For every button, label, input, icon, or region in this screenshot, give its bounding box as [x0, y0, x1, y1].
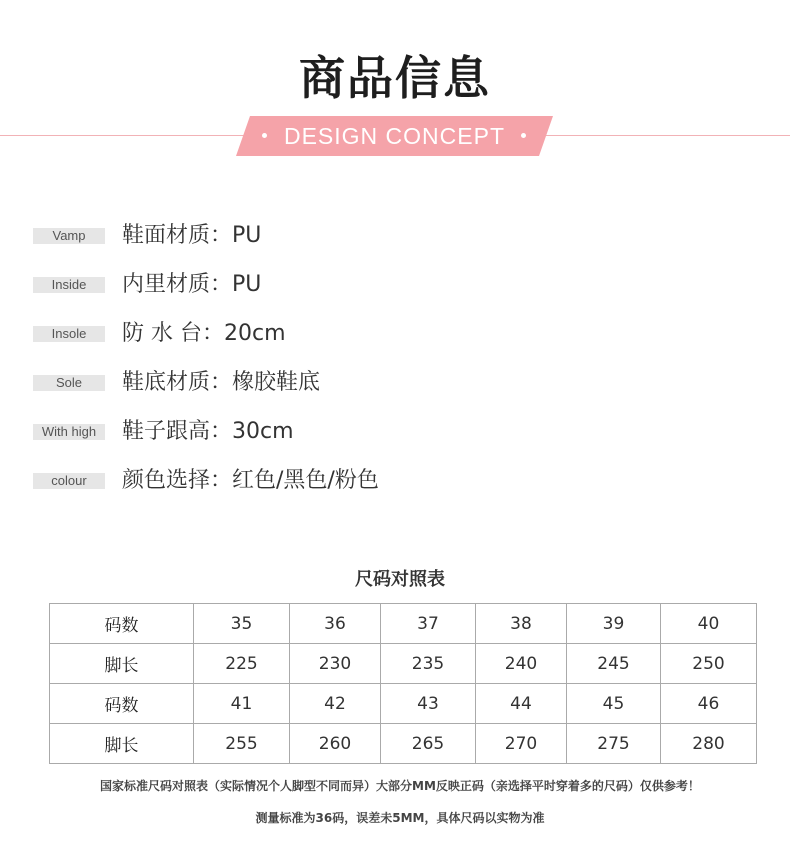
table-cell: 38	[476, 604, 567, 644]
size-table-title: 尺码对照表	[355, 569, 445, 590]
table-cell: 255	[194, 724, 290, 764]
table-cell: 230	[290, 644, 381, 684]
spec-tag: Vamp	[33, 228, 105, 244]
spec-tag: Insole	[33, 326, 105, 342]
spec-tag: colour	[33, 473, 105, 489]
size-note-2: 测量标准为36码，误差未5MM，具体尺码以实物为准	[255, 811, 545, 825]
spec-row-insole	[33, 316, 533, 352]
banner-text: DESIGN CONCEPT	[283, 123, 506, 149]
table-cell: 225	[194, 644, 290, 684]
spec-text: 鞋子跟高：30cm	[122, 419, 294, 444]
table-cell: 36	[290, 604, 381, 644]
table-row	[50, 684, 757, 724]
table-row-label: 脚长	[50, 644, 194, 684]
spec-text: 颜色选择：红色/黑色/粉色	[122, 468, 379, 493]
table-cell: 45	[567, 684, 661, 724]
table-cell: 270	[476, 724, 567, 764]
table-cell: 260	[290, 724, 381, 764]
spec-text: 鞋底材质：橡胶鞋底	[122, 370, 321, 395]
spec-row-vamp	[33, 218, 533, 254]
table-cell: 37	[381, 604, 476, 644]
spec-row-sole	[33, 365, 533, 401]
table-cell: 35	[194, 604, 290, 644]
table-cell: 250	[661, 644, 757, 684]
spec-tag: Inside	[33, 277, 105, 293]
size-note-1: 国家标准尺码对照表（实际情况个人脚型不同而异）大部分MM反映正码（亲选择平时穿着多的尺码）仅供参考！	[100, 779, 700, 793]
table-cell: 245	[567, 644, 661, 684]
table-cell: 275	[567, 724, 661, 764]
spec-text: 防 水 台：20cm	[122, 321, 286, 346]
table-cell: 240	[476, 644, 567, 684]
spec-row-with-high	[33, 414, 533, 450]
table-cell: 44	[476, 684, 567, 724]
spec-tag: Sole	[33, 375, 105, 391]
table-cell: 280	[661, 724, 757, 764]
table-cell: 42	[290, 684, 381, 724]
spec-row-colour	[33, 463, 533, 499]
table-row	[50, 644, 757, 684]
table-cell: 46	[661, 684, 757, 724]
table-row-label: 脚长	[50, 724, 194, 764]
design-concept-banner	[236, 116, 553, 156]
page-title: 商品信息	[299, 51, 491, 105]
table-cell: 41	[194, 684, 290, 724]
table-cell: 39	[567, 604, 661, 644]
table-cell: 43	[381, 684, 476, 724]
table-row	[50, 604, 757, 644]
table-cell: 235	[381, 644, 476, 684]
table-cell: 40	[661, 604, 757, 644]
spec-text: 鞋面材质：PU	[122, 223, 262, 248]
spec-tag: With high	[33, 424, 105, 440]
spec-text: 内里材质：PU	[122, 272, 262, 297]
size-chart-table	[49, 603, 757, 764]
table-row-label: 码数	[50, 684, 194, 724]
table-row-label: 码数	[50, 604, 194, 644]
spec-row-inside	[33, 267, 533, 303]
table-row	[50, 724, 757, 764]
table-cell: 265	[381, 724, 476, 764]
